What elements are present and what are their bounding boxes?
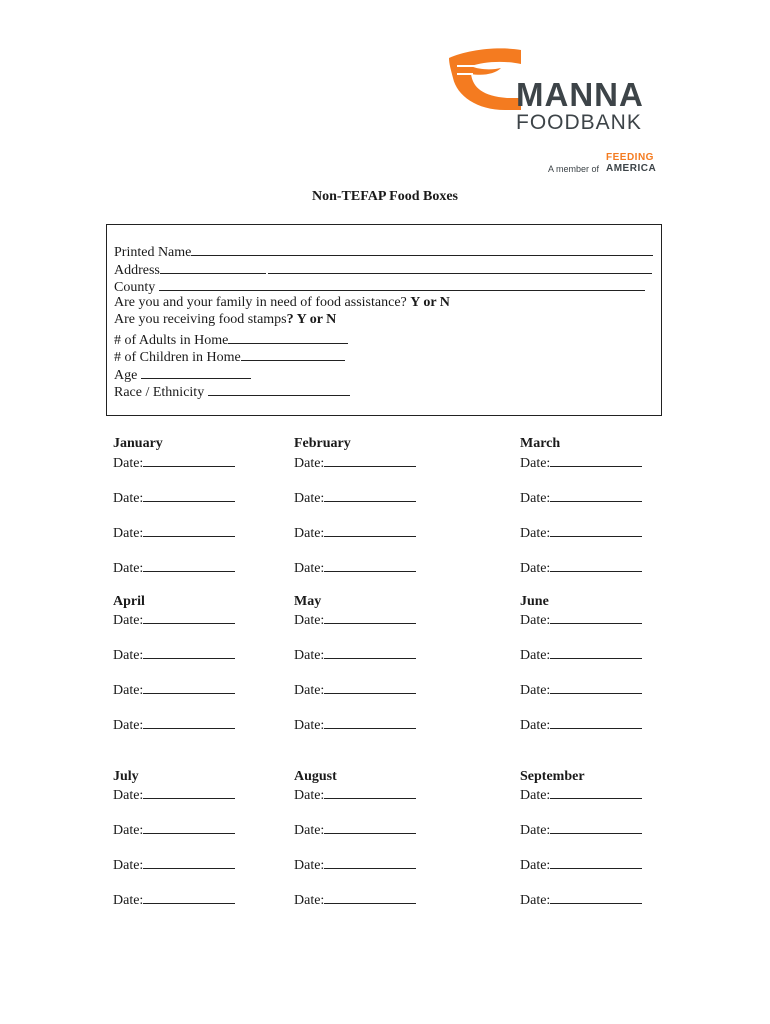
children-row	[114, 346, 345, 366]
address-field-1[interactable]	[160, 259, 266, 274]
adults-label: # of Adults in Home	[114, 333, 229, 348]
date-field[interactable]	[324, 714, 416, 729]
race-row	[114, 381, 350, 401]
date-label: Date:	[520, 648, 551, 663]
date-entry	[113, 679, 235, 699]
race-field[interactable]	[208, 381, 350, 396]
date-entry	[113, 609, 235, 629]
date-field[interactable]	[143, 784, 235, 799]
date-label: Date:	[520, 683, 551, 698]
date-field[interactable]	[324, 679, 416, 694]
date-entry	[113, 854, 235, 874]
date-entry	[113, 819, 235, 839]
date-field[interactable]	[550, 679, 642, 694]
printed-name-row	[114, 241, 653, 261]
date-field[interactable]	[143, 644, 235, 659]
date-field[interactable]	[324, 644, 416, 659]
date-field[interactable]	[324, 609, 416, 624]
address-label: Address	[114, 263, 160, 278]
date-label: Date:	[294, 788, 325, 803]
date-label: Date:	[294, 491, 325, 506]
date-label: Date:	[294, 823, 325, 838]
date-field[interactable]	[550, 714, 642, 729]
date-label: Date:	[294, 456, 325, 471]
member-of-text: A member of	[548, 164, 600, 174]
date-label: Date:	[294, 561, 325, 576]
date-label: Date:	[294, 858, 325, 873]
date-entry	[113, 889, 235, 909]
food-stamps-question	[114, 311, 336, 328]
date-entry	[520, 819, 642, 839]
date-entry	[113, 452, 235, 472]
date-entry	[294, 487, 416, 507]
month-heading: April	[113, 594, 145, 609]
date-entry	[113, 784, 235, 804]
date-field[interactable]	[550, 452, 642, 467]
date-label: Date:	[294, 613, 325, 628]
adults-field[interactable]	[228, 329, 348, 344]
date-label: Date:	[113, 823, 144, 838]
date-field[interactable]	[324, 854, 416, 869]
children-label: # of Children in Home	[114, 350, 241, 365]
printed-name-field[interactable]	[191, 241, 653, 256]
date-entry	[294, 522, 416, 542]
date-label: Date:	[113, 858, 144, 873]
america-word: AMERICA	[606, 163, 657, 174]
date-entry	[294, 644, 416, 664]
date-label: Date:	[294, 893, 325, 908]
address-field-2[interactable]	[268, 259, 652, 274]
date-entry	[520, 679, 642, 699]
month-heading: March	[520, 436, 561, 451]
date-field[interactable]	[143, 854, 235, 869]
date-label: Date:	[113, 648, 144, 663]
date-label: Date:	[520, 613, 551, 628]
food-assistance-answer[interactable]: Y or N	[410, 295, 450, 310]
date-field[interactable]	[324, 784, 416, 799]
date-entry	[294, 819, 416, 839]
date-entry	[520, 609, 642, 629]
month-heading: September	[520, 769, 585, 784]
age-label: Age	[114, 368, 138, 383]
date-entry	[520, 522, 642, 542]
date-field[interactable]	[143, 452, 235, 467]
month-heading: June	[520, 594, 549, 609]
date-label: Date:	[520, 526, 551, 541]
date-field[interactable]	[550, 784, 642, 799]
date-label: Date:	[520, 561, 551, 576]
date-label: Date:	[520, 893, 551, 908]
food-stamps-answer[interactable]: ? Y or N	[286, 312, 337, 327]
food-stamps-label: Are you receiving food stamps	[114, 312, 287, 327]
date-field[interactable]	[550, 644, 642, 659]
date-entry	[294, 679, 416, 699]
county-field[interactable]	[159, 276, 645, 291]
county-row	[114, 276, 645, 296]
date-entry	[294, 889, 416, 909]
date-label: Date:	[520, 858, 551, 873]
date-entry	[294, 452, 416, 472]
date-field[interactable]	[550, 557, 642, 572]
date-field[interactable]	[324, 487, 416, 502]
date-entry	[294, 609, 416, 629]
date-label: Date:	[520, 788, 551, 803]
date-label: Date:	[113, 526, 144, 541]
date-label: Date:	[520, 491, 551, 506]
date-entry	[520, 644, 642, 664]
printed-name-label: Printed Name	[114, 245, 192, 260]
date-field[interactable]	[143, 679, 235, 694]
date-field[interactable]	[550, 487, 642, 502]
date-entry	[520, 714, 642, 734]
date-label: Date:	[113, 718, 144, 733]
date-field[interactable]	[324, 522, 416, 537]
date-label: Date:	[113, 893, 144, 908]
date-entry	[113, 644, 235, 664]
date-field[interactable]	[550, 522, 642, 537]
date-field[interactable]	[324, 452, 416, 467]
logo-word-manna: MANNA	[516, 76, 644, 113]
date-field[interactable]	[550, 854, 642, 869]
month-heading: July	[113, 769, 139, 784]
manna-foodbank-logo	[447, 44, 659, 140]
date-field[interactable]	[324, 889, 416, 904]
date-entry	[520, 854, 642, 874]
date-entry	[520, 557, 642, 577]
race-label: Race / Ethnicity	[114, 385, 205, 400]
feeding-word: FEEDING	[606, 152, 654, 163]
children-field[interactable]	[241, 346, 345, 361]
date-field[interactable]	[324, 819, 416, 834]
date-entry	[294, 854, 416, 874]
date-entry	[294, 714, 416, 734]
date-field[interactable]	[550, 889, 642, 904]
date-entry	[520, 889, 642, 909]
date-field[interactable]	[550, 609, 642, 624]
hand-icon	[447, 44, 527, 114]
date-field[interactable]	[143, 522, 235, 537]
food-assistance-label: Are you and your family in need of food assistance?	[114, 295, 407, 310]
date-entry	[113, 522, 235, 542]
date-label: Date:	[520, 718, 551, 733]
date-label: Date:	[294, 718, 325, 733]
date-field[interactable]	[143, 487, 235, 502]
county-label: County	[114, 280, 156, 295]
date-label: Date:	[294, 526, 325, 541]
month-heading: August	[294, 769, 337, 784]
date-field[interactable]	[143, 889, 235, 904]
date-label: Date:	[113, 561, 144, 576]
date-label: Date:	[294, 683, 325, 698]
date-entry	[113, 714, 235, 734]
date-field[interactable]	[550, 819, 642, 834]
date-label: Date:	[113, 456, 144, 471]
age-field[interactable]	[141, 364, 251, 379]
date-entry	[113, 557, 235, 577]
date-entry	[520, 452, 642, 472]
date-label: Date:	[520, 456, 551, 471]
page-title: Non-TEFAP Food Boxes	[312, 189, 458, 204]
month-heading: May	[294, 594, 322, 609]
applicant-info-box	[106, 224, 662, 416]
date-entry	[520, 487, 642, 507]
date-label: Date:	[113, 683, 144, 698]
date-entry	[113, 487, 235, 507]
date-entry	[520, 784, 642, 804]
feeding-america-logo	[606, 152, 656, 174]
date-label: Date:	[520, 823, 551, 838]
date-label: Date:	[113, 491, 144, 506]
food-assistance-question	[114, 294, 450, 311]
logo-word-foodbank: FOODBANK	[516, 111, 642, 134]
date-field[interactable]	[143, 557, 235, 572]
date-field[interactable]	[143, 819, 235, 834]
date-field[interactable]	[143, 714, 235, 729]
date-entry	[294, 557, 416, 577]
date-field[interactable]	[143, 609, 235, 624]
date-entry	[294, 784, 416, 804]
month-heading: January	[113, 436, 163, 451]
date-label: Date:	[113, 613, 144, 628]
date-label: Date:	[113, 788, 144, 803]
date-label: Date:	[294, 648, 325, 663]
date-field[interactable]	[324, 557, 416, 572]
month-heading: February	[294, 436, 351, 451]
